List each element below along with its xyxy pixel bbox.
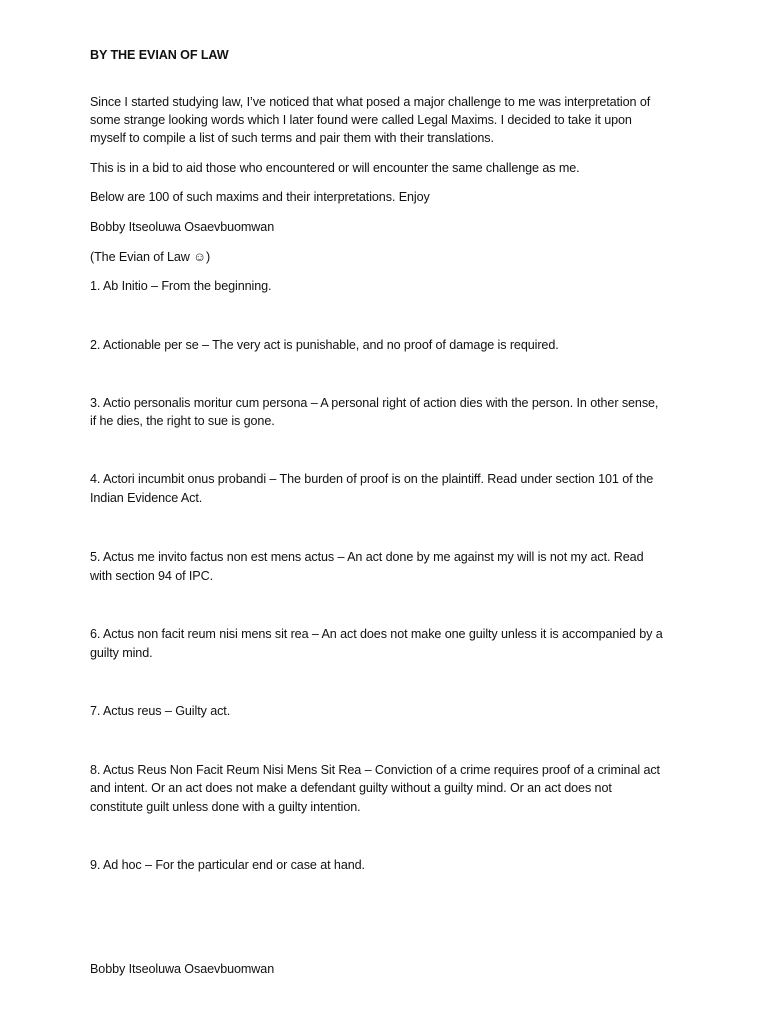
author-name: Bobby Itseoluwa Osaevbuomwan — [90, 220, 275, 234]
aid-paragraph: This is in a bid to aid those who encountered or will encounter the same challenge as me. — [90, 161, 580, 175]
page-footer-author: Bobby Itseoluwa Osaevbuomwan — [90, 962, 275, 976]
maxim-3-line-1: 3. Actio personalis moritur cum persona – A personal right of action dies with the person. In other sense, — [90, 396, 659, 410]
document-page — [90, 0, 690, 1024]
maxim-6-line-1: 6. Actus non facit reum nisi mens sit rea – An act does not make one guilty unless it is accompanied by a — [90, 627, 663, 641]
maxim-9-line-1: 9. Ad hoc – For the particular end or case at hand. — [90, 858, 365, 872]
maxim-8-line-3: constitute guilt unless done with a guilty intention. — [90, 800, 361, 814]
maxim-5-line-1: 5. Actus me invito factus non est mens actus – An act done by me against my will is not my act. Read — [90, 550, 644, 564]
maxim-5-line-2: with section 94 of IPC. — [90, 569, 213, 583]
intro-line-1: Since I started studying law, I’ve noticed that what posed a major challenge to me was interpretation of — [90, 95, 651, 109]
maxim-8-line-2: and intent. Or an act does not make a defendant guilty without a guilty mind. Or an act does not — [90, 781, 612, 795]
author-signature: (The Evian of Law ☺) — [90, 250, 211, 264]
maxim-6-line-2: guilty mind. — [90, 646, 153, 660]
document-title: BY THE EVIAN OF LAW — [90, 48, 229, 62]
maxim-3-line-2: if he dies, the right to sue is gone. — [90, 414, 275, 428]
maxim-2-line-1: 2. Actionable per se – The very act is punishable, and no proof of damage is required. — [90, 338, 559, 352]
maxim-4-line-2: Indian Evidence Act. — [90, 491, 203, 505]
below-paragraph: Below are 100 of such maxims and their interpretations. Enjoy — [90, 190, 430, 204]
intro-line-2: some strange looking words which I later found were called Legal Maxims. I decided to take it upon — [90, 113, 632, 127]
maxim-8-line-1: 8. Actus Reus Non Facit Reum Nisi Mens Sit Rea – Conviction of a crime requires proof of a criminal act — [90, 763, 660, 777]
maxim-1-line-1: 1. Ab Initio – From the beginning. — [90, 279, 272, 293]
maxim-7-line-1: 7. Actus reus – Guilty act. — [90, 704, 231, 718]
maxim-4-line-1: 4. Actori incumbit onus probandi – The burden of proof is on the plaintiff. Read under section 101 of the — [90, 472, 654, 486]
intro-line-3: myself to compile a list of such terms and pair them with their translations. — [90, 131, 494, 145]
